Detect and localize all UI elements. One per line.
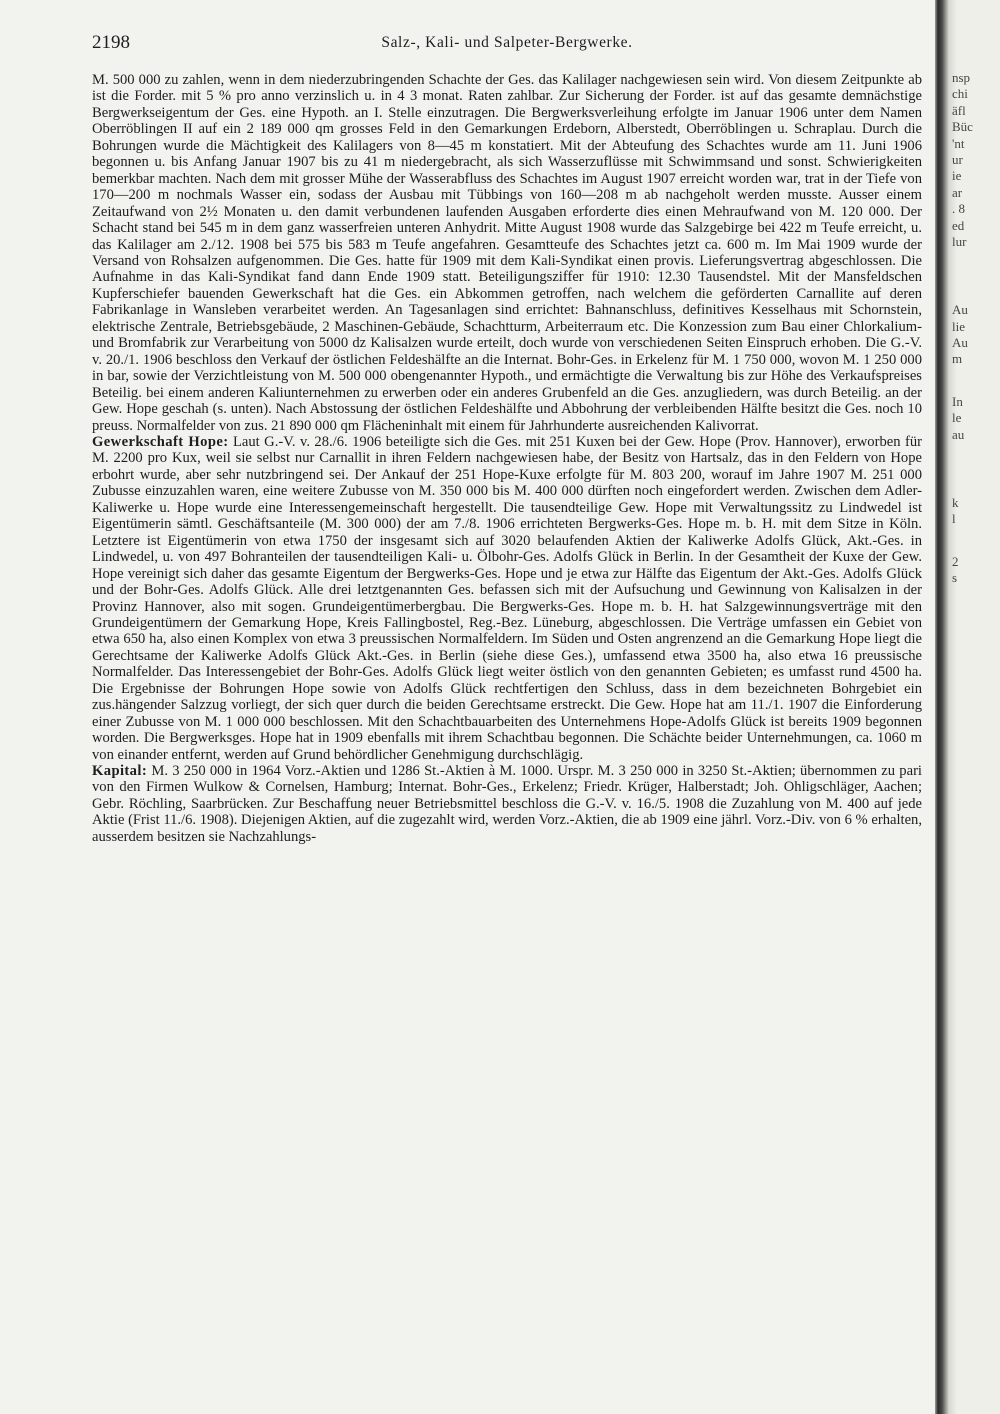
page-body	[92, 72, 922, 845]
section-heading-hope: Gewerkschaft Hope:	[92, 433, 229, 450]
bleed-line: k	[952, 495, 959, 511]
bleed-line: äfl	[952, 102, 966, 118]
bleed-line: Büc	[952, 119, 973, 135]
section-kapital	[92, 763, 922, 845]
bleed-line: le	[952, 410, 962, 426]
section-gewerkschaft-hope	[92, 434, 922, 763]
running-title: Salz-, Kali- und Salpeter-Bergwerke.	[381, 34, 633, 51]
bleed-line: . 8	[952, 201, 965, 217]
page-header	[92, 32, 922, 56]
section-heading-kapital: Kapital:	[92, 763, 148, 780]
bleed-line: ed	[952, 217, 965, 233]
bleed-line: ur	[952, 151, 963, 167]
section-text-hope: Laut G.-V. v. 28./6. 1906 beteiligte sich die Ges. mit 251 Kuxen bei der Gew. Hope (Prov. Hannover), erworben für M. 2200 pro Kux, weil sie selbst nur Carnallit in ihren Feldern nachgewiesen habe, der Besitz von Hartsalz, das in den Feldern von Hope erbohrt wurde, aber sehr nutzbringend sei. Der Ankauf der 251 Hope-Kuxe erfolgte für M. 803 200, worauf im Jahre 1907 M. 251 000 Zubusse einzuzahlen waren, eine weitere Zubusse von M. 350 000 bis M. 400 000 dürften noch eingefordert werden. Zwischen dem Adler-Kaliwerke u. Hope wurde eine Interessengemeinschaft hergestellt. Die tausendteilige Gew. Hope mit Verwaltungssitz zu Lindwedel ist Eigentümerin sämtl. Geschäftsanteile (M. 300 000) der am 7./8. 1906 errichteten Bergwerks-Ges. Hope m. b. H. mit dem Sitze in Köln. Letztere ist Eigentümerin von etwa 1750 der insgesamt sich auf 3020 belaufenden Aktien der Kaliwerke Adolfs Glück, Akt.-Ges. in Lindwedel, u. von 497 Bohranteilen der tausendteiligen Kali- u. Ölbohr-Ges. Adolfs Glück in Berlin. In der Gesamtheit der Kuxe der Gew. Hope vereinigt sich daher das gesamte Eigentum der Bergwerks-Ges. Hope und je etwa zur Hälfte das Eigentum der Akt.-Ges. Adolfs Glück und der Bohr-Ges. Adolfs Glück. Alle drei letztgenannten Ges. befassen sich mit der Aufsuchung und Gewinnung von Kalisalzen in der Provinz Hannover, also mit sogen. Grundeigentümerbergbau. Die Bergwerks-Ges. Hope m. b. H. hat Salzgewinnungsverträge mit den Grundeigentümern der Gemarkung Hope, Kreis Fallingbostel, Reg.-Bez. Lüneburg, abgeschlossen. Die Verträge umfassen ein Gebiet von etwa 650 ha, also einen Komplex von etwa 3 preussischen Normalfeldern. Im Süden und Osten angrenzend an die Gemarkung Hope liegt die Gerechtsame der Kaliwerke Adolfs Glück Akt.-Ges. in Berlin (siehe diese Ges.), umfassend etwa 3500 ha, also etwa 16 preussische Normalfelder. Das Interessengebiet der Bohr-Ges. Adolfs Glück liegt weiter östlich von den genannten Gebieten; es umfasst rund 4500 ha. Die Ergebnisse der Bohrungen Hope sowie von Adolfs Glück rechtfertigen den Schluss, dass in dem bezeichneten Bohrgebiet ein zus.hängender Salzzug vorliegt, der sich quer durch die beiden Gerechtsame erstreckt. Die Gew. Hope hat am 11./1. 1907 die Einforderung einer Zubusse von M. 1 000 000 beschlossen. Mit den Schachtbauarbeiten des Unternehmens Hope-Adolfs Glück ist bereits 1909 begonnen worden. Die Bergwerksges. Hope hat in 1909 ebenfalls mit ihrem Schachtbau begonnen. Die Schächte beider Unternehmungen, ca. 1060 m von einander entfernt, werden auf Grund behördlicher Genehmigung durchschlägig.	[92, 433, 923, 763]
bleed-line: 2	[952, 553, 959, 569]
bleed-line: l	[952, 511, 956, 527]
bleed-line: ie	[952, 168, 962, 184]
bleed-line: nsp	[952, 70, 971, 85]
facing-page-bleed	[952, 70, 1000, 587]
bleed-line: s	[952, 570, 958, 586]
bleed-line: m	[952, 351, 963, 367]
bleed-line: ar	[952, 184, 963, 200]
bleed-line: 'nt	[952, 135, 965, 151]
section-text-kapital: M. 3 250 000 in 1964 Vorz.-Aktien und 1286 St.-Aktien à M. 1000. Urspr. M. 3 250 000 in 3250 St.-Aktien; übernommen zu pari von den Firmen Wulkow & Cornelsen, Hamburg; Internat. Bohr-Ges., Erkelenz; Friedr. Krüger, Halberstadt; Joh. Ohligschläger, Aachen; Gebr. Röchling, Saarbrücken. Zur Beschaffung neuer Betriebsmittel beschloss die G.-V. v. 16./5. 1908 die Zuzahlung von M. 400 auf jede Aktie (Frist 11./6. 1908). Diejenigen Aktien, auf die zugezahlt wird, werden Vorz.-Aktien, die ab 1909 eine jährl. Vorz.-Div. von 6 % erhalten, ausserdem besitzen sie Nachzahlungs-	[92, 763, 922, 845]
bleed-line: lie	[952, 318, 965, 334]
page-number: 2198	[92, 32, 130, 53]
bleed-line: chi	[952, 86, 968, 102]
bleed-line: Au	[952, 335, 968, 351]
bleed-line: au	[952, 426, 965, 442]
bleed-line: Au	[952, 302, 968, 318]
bleed-line: In	[952, 393, 963, 409]
paragraph-oberroeblingen: M. 500 000 zu zahlen, wenn in dem niederzubringenden Schachte der Ges. das Kalilager nachgewiesen sein wird. Von diesem Zeitpunkte ab ist die Forder. mit 5 % pro anno verzinslich u. in 4 3 monat. Raten zahlbar. Zur Sicherung der Forder. ist auf das gesamte demnächstige Bergwerkseigentum der Ges. eine Hypoth. an I. Stelle einzutragen. Die Bergwerksverleihung erfolgte im Januar 1906 unter dem Namen Oberröblingen II auf ein 2 189 000 qm grosses Feld in den Gemarkungen Erdeborn, Alberstedt, Oberröblingen u. Schraplau. Durch die Bohrungen wurde die Mächtigkeit des Kalilagers von 8—45 m konstatiert. Mit der Abteufung des Schachtes wurde am 11. Juni 1906 begonnen u. bis Anfang Januar 1907 bis zu 41 m niedergebracht, als sich Wasserzuflüsse mit Schwimmsand und sonst. Schwierigkeiten bemerkbar machten. Nach dem mit grosser Mühe der Wasserabfluss des Schachtes im August 1907 erreicht worden war, trat in der Tiefe von 170—200 m nochmals Wasser ein, sodass der Ausbau mit Tübbings von 160—208 m ab nachgeholt werden musste. Ausser einem Zeitaufwand von 2½ Monaten u. den damit verbundenen laufenden Ausgaben erforderte dies einen Mehraufwand von M. 120 000. Der Schacht stand bei 545 m in dem ganz wasserfreien unteren Anhydrit. Mitte August 1908 wurde das Salzgebirge bei 422 m Teufe erreicht, u. das Kalilager am 2./12. 1908 bei 575 bis 583 m Teufe angefahren. Gesamtteufe des Schachtes jetzt ca. 600 m. Im Mai 1909 wurde der Versand von Rohsalzen aufgenommen. Die Ges. hatte für 1909 mit dem Kali-Syndikat einen provis. Lieferungsvertrag abgeschlossen. Die Aufnahme in das Kali-Syndikat fand dann Ende 1909 statt. Beteiligungsziffer für 1910: 12.30 Tausendstel. Mit der Mansfeldschen Kupferschiefer bauenden Gewerkschaft hat die Ges. ein Abkommen getroffen, nach welchem die geförderten Carnallite auf deren Fabrikanlage in Wansleben verarbeitet werden. An Tagesanlagen sind errichtet: Bahnanschluss, definitives Kesselhaus mit Schornstein, elektrische Zentrale, Betriebsgebäude, 2 Maschinen-Gebäude, Schachtturm, Arbeiterraum etc. Die Konzession zum Bau einer Chlorkalium- und Bromfabrik zur Verarbeitung von 5000 dz Kalisalzen wurde erteilt, doch wurde von verschiedenen Seiten Einspruch erhoben. Die G.-V. v. 20./1. 1906 beschloss den Verkauf der östlichen Feldeshälfte an die Internat. Bohr-Ges. in Erkelenz für M. 1 750 000, wovon M. 1 250 000 in bar, sowie der Verzichtleistung von M. 500 000 obengenannter Hypoth., und ermächtigte die Verwaltung bis zur Höhe des Verkaufspreises Beteilig. bei einem anderen Kaliunternehmen zu erwerben oder ein anderes Grubenfeld an die Ges. anzugliedern, was durch Beteilig. an der Gew. Hope geschah (s. unten). Nach Abstossung der östlichen Feldeshälfte und Abbohrung der verbleibenden Hälfte besitzt die Ges. noch 10 preuss. Normalfelder von zus. 21 890 000 qm Flächeninhalt mit einem für Jahrhunderte ausreichenden Kalivorrat.	[92, 72, 922, 434]
bleed-line: lur	[952, 233, 967, 249]
